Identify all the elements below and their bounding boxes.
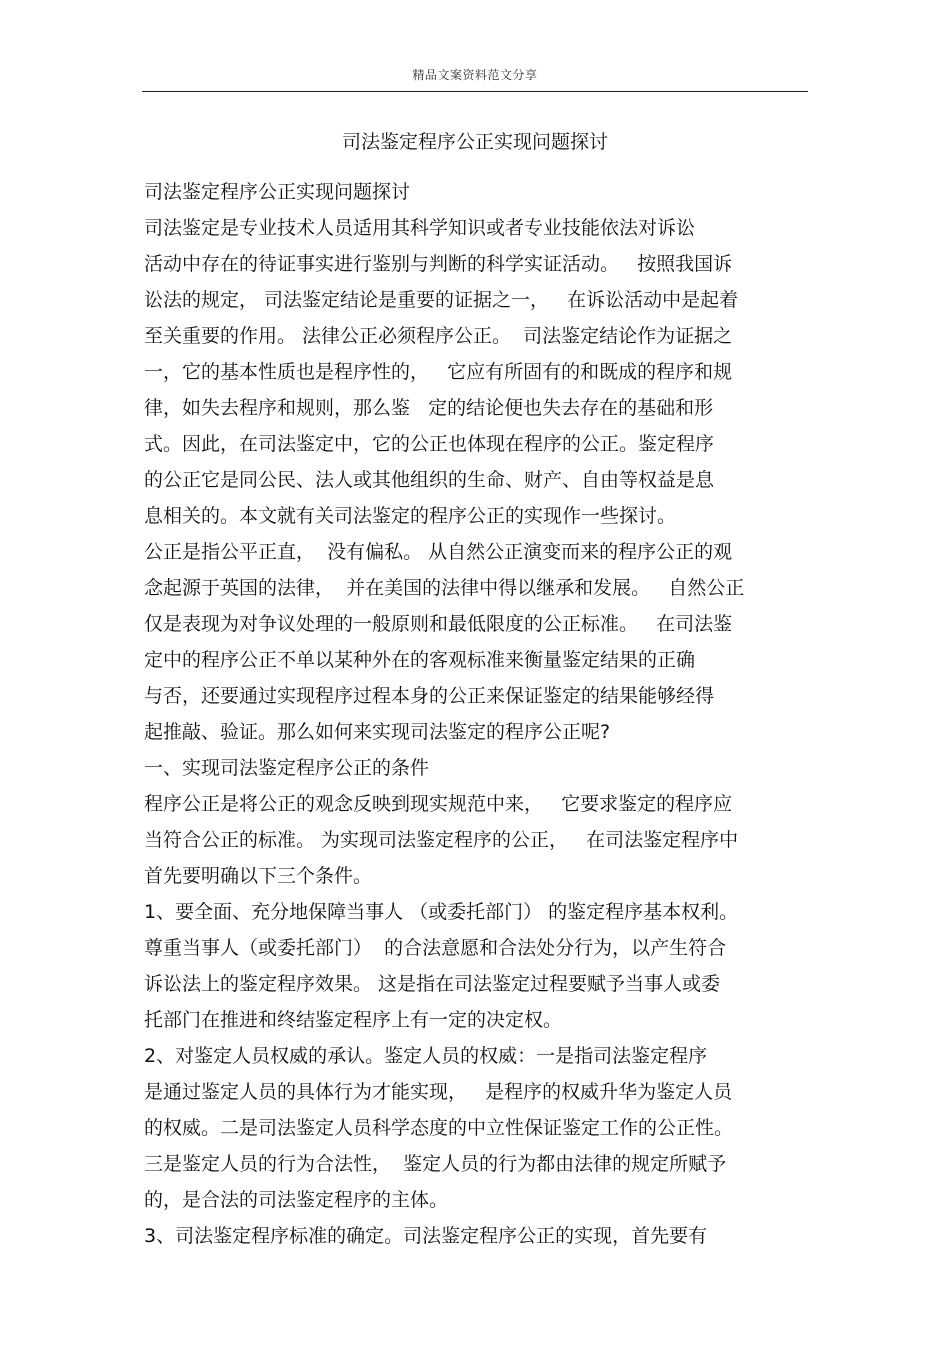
body-line: 的公正它是同公民、法人或其他组织的生命、财产、自由等权益是息 [144,469,715,491]
body-line: 至关重要的作用。 法律公正必须程序公正。 司法鉴定结论作为证据之 [144,325,733,347]
body-line: 程序公正是将公正的观念反映到现实规范中来， 它要求鉴定的程序应 [144,793,733,815]
body-line: 是通过鉴定人员的具体行为才能实现， 是程序的权威升华为鉴定人员 [144,1081,733,1103]
list-item: 3、司法鉴定程序标准的确定。司法鉴定程序公正的实现，首先要有 [144,1225,708,1247]
body-line: 三是鉴定人员的行为合法性， 鉴定人员的行为都由法律的规定所赋予 [144,1153,727,1175]
document-body [144,174,814,1254]
list-item: 1、要全面、充分地保障当事人 （或委托部门） 的鉴定程序基本权利。 [144,901,739,923]
body-line: 一，它的基本性质也是程序性的， 它应有所固有的和既成的程序和规 [144,361,733,383]
body-line: 尊重当事人（或委托部门） 的合法意愿和合法处分行为，以产生符合 [144,937,727,959]
body-line: 式。因此，在司法鉴定中，它的公正也体现在程序的公正。鉴定程序 [144,433,715,455]
body-line: 定中的程序公正不单以某种外在的客观标准来衡量鉴定结果的正确 [144,649,696,671]
section-heading: 一、实现司法鉴定程序公正的条件 [144,757,430,779]
body-line: 息相关的。本文就有关司法鉴定的程序公正的实现作一些探讨。 [144,505,677,527]
body-line: 司法鉴定程序公正实现问题探讨 [144,181,411,203]
body-line: 活动中存在的待证事实进行鉴别与判断的科学实证活动。 按照我国诉 [144,253,733,275]
list-item: 2、对鉴定人员权威的承认。鉴定人员的权威：一是指司法鉴定程序 [144,1045,708,1067]
body-line: 当符合公正的标准。 为实现司法鉴定程序的公正， 在司法鉴定程序中 [144,829,739,851]
body-line: 的，是合法的司法鉴定程序的主体。 [144,1189,449,1211]
body-line: 司法鉴定是专业技术人员适用其科学知识或者专业技能依法对诉讼 [144,217,696,239]
body-line: 律，如失去程序和规则，那么鉴 定的结论便也失去存在的基础和形 [144,397,714,419]
page-header: 精品文案资料范文分享 [412,68,538,82]
body-line: 仅是表现为对争议处理的一般原则和最低限度的公正标准。 在司法鉴 [144,613,733,635]
body-line: 与否，还要通过实现程序过程本身的公正来保证鉴定的结果能够经得 [144,685,715,707]
body-line: 起推敲、验证。那么如何来实现司法鉴定的程序公正呢? [144,721,611,743]
header-divider [142,91,808,92]
body-line: 公正是指公平正直， 没有偏私。 从自然公正演变而来的程序公正的观 [144,541,733,563]
body-line: 讼法的规定， 司法鉴定结论是重要的证据之一， 在诉讼活动中是起着 [144,289,739,311]
body-line: 念起源于英国的法律， 并在美国的法律中得以继承和发展。 自然公正 [144,577,745,599]
body-line: 的权威。二是司法鉴定人员科学态度的中立性保证鉴定工作的公正性。 [144,1117,734,1139]
body-line: 首先要明确以下三个条件。 [144,865,373,887]
document-title: 司法鉴定程序公正实现问题探讨 [341,131,608,153]
body-line: 托部门在推进和终结鉴定程序上有一定的决定权。 [144,1009,563,1031]
body-line: 诉讼法上的鉴定程序效果。 这是指在司法鉴定过程要赋予当事人或委 [144,973,721,995]
